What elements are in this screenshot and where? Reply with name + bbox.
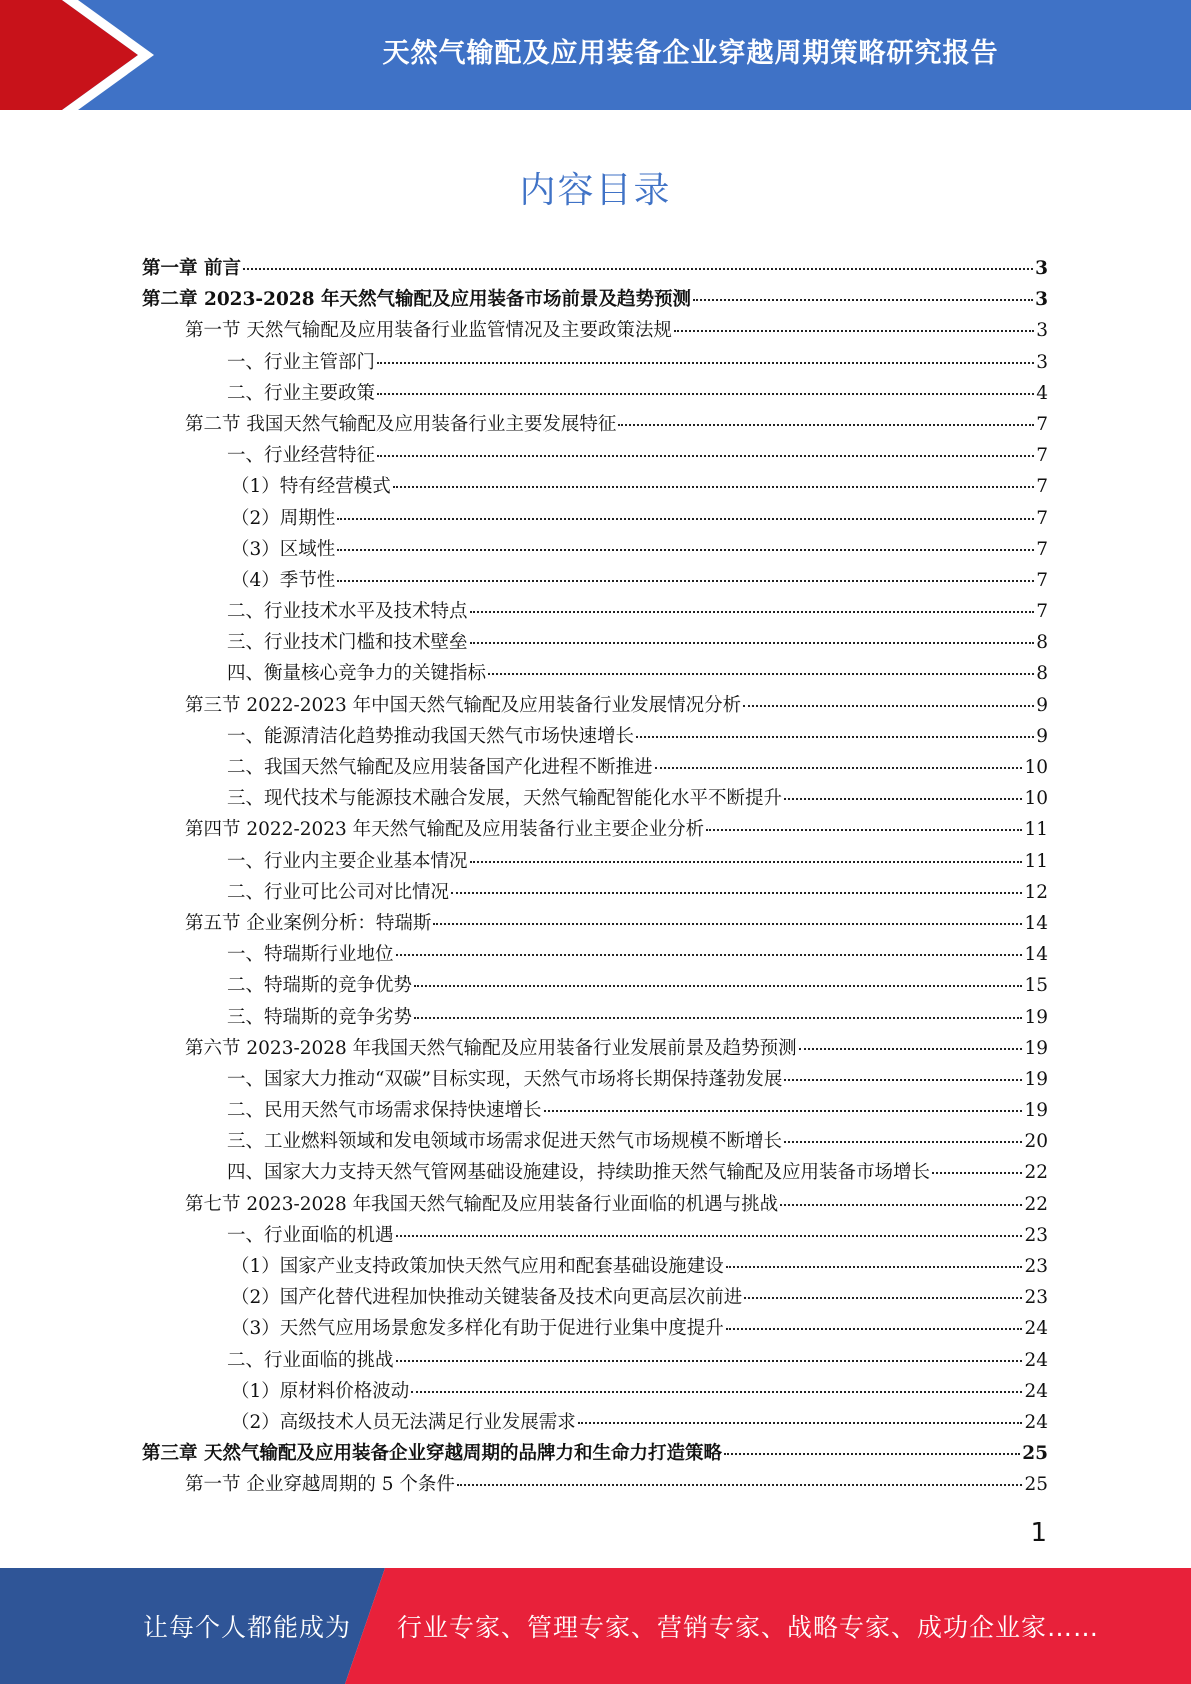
toc-entry[interactable] xyxy=(142,347,1048,378)
toc-leader-dots xyxy=(396,1235,1023,1237)
toc-entry[interactable] xyxy=(142,471,1048,502)
toc-entry[interactable] xyxy=(142,409,1048,440)
toc-entry-page: 10 xyxy=(1024,757,1048,778)
toc-entry-page: 19 xyxy=(1024,1006,1048,1028)
toc-entry-title: （3）天然气应用场景愈发多样化有助于促进行业集中度提升 xyxy=(231,1318,724,1340)
toc-entry-page: 24 xyxy=(1024,1380,1048,1402)
toc-entry[interactable] xyxy=(142,565,1048,596)
toc-entry-page: 7 xyxy=(1036,601,1048,623)
toc-entry[interactable] xyxy=(142,1438,1048,1469)
toc-leader-dots xyxy=(396,1360,1023,1362)
toc-entry-page: 12 xyxy=(1024,881,1048,903)
toc-entry[interactable] xyxy=(142,503,1048,534)
toc-leader-dots xyxy=(337,549,1034,551)
page-footer xyxy=(0,1568,1191,1684)
toc-leader-dots xyxy=(337,580,1034,582)
toc-entry-title: 第二节 我国天然气输配及应用装备行业主要发展特征 xyxy=(185,413,617,435)
toc-entry-title: 二、民用天然气市场需求保持快速增长 xyxy=(227,1100,542,1122)
toc-leader-dots xyxy=(784,798,1022,800)
toc-entry[interactable] xyxy=(142,1033,1048,1064)
toc-entry-title: 一、行业面临的机遇 xyxy=(227,1224,394,1246)
toc-entry[interactable] xyxy=(142,1313,1048,1344)
toc-entry[interactable] xyxy=(142,1189,1048,1220)
toc-entry-page: 14 xyxy=(1024,944,1048,966)
table-of-contents xyxy=(142,253,1048,1501)
toc-entry[interactable] xyxy=(142,970,1048,1001)
toc-entry-page: 4 xyxy=(1036,382,1048,404)
toc-leader-dots xyxy=(655,767,1023,769)
toc-entry-page: 20 xyxy=(1024,1131,1048,1153)
toc-entry-page: 9 xyxy=(1036,725,1048,747)
toc-leader-dots xyxy=(451,892,1022,894)
toc-entry-title: 第一节 企业穿越周期的 5 个条件 xyxy=(185,1474,455,1496)
toc-leader-dots xyxy=(724,1453,1020,1455)
toc-entry-page: 19 xyxy=(1024,1068,1048,1090)
toc-entry-title: （1）特有经营模式 xyxy=(231,476,391,498)
toc-entry-page: 19 xyxy=(1024,1100,1048,1122)
toc-entry[interactable] xyxy=(142,690,1048,721)
toc-entry-page: 19 xyxy=(1024,1037,1048,1059)
toc-entry-title: 三、现代技术与能源技术融合发展，天然气输配智能化水平不断提升 xyxy=(227,788,783,810)
toc-entry-page: 11 xyxy=(1024,850,1048,872)
toc-entry-title: （2）国产化替代进程加快推动关键装备及技术向更高层次前进 xyxy=(231,1287,743,1309)
toc-entry-page: 11 xyxy=(1024,819,1048,841)
toc-entry-page: 8 xyxy=(1036,632,1048,654)
toc-entry-page: 7 xyxy=(1036,507,1048,529)
toc-entry-title: 一、行业经营特征 xyxy=(227,445,376,467)
toc-entry[interactable] xyxy=(142,1376,1048,1407)
toc-leader-dots xyxy=(618,424,1034,426)
toc-leader-dots xyxy=(470,642,1035,644)
toc-leader-dots xyxy=(377,393,1034,395)
toc-leader-dots xyxy=(744,1297,1022,1299)
page-number: 1 xyxy=(1030,1518,1047,1548)
toc-entry[interactable] xyxy=(142,783,1048,814)
toc-entry-page: 15 xyxy=(1024,975,1048,997)
toc-entry[interactable] xyxy=(142,721,1048,752)
toc-entry-page: 22 xyxy=(1024,1193,1048,1215)
toc-entry-page: 7 xyxy=(1036,445,1048,467)
toc-entry-title: 二、行业主要政策 xyxy=(227,382,376,404)
toc-entry-page: 25 xyxy=(1024,1474,1048,1496)
toc-leader-dots xyxy=(488,673,1034,675)
toc-entry[interactable] xyxy=(142,752,1048,783)
toc-entry-page: 23 xyxy=(1024,1256,1048,1277)
toc-entry[interactable] xyxy=(142,315,1048,346)
toc-entry-title: 第二章 2023-2028 年天然气输配及应用装备市场前景及趋势预测 xyxy=(142,289,692,311)
toc-entry-page: 3 xyxy=(1035,258,1048,279)
toc-leader-dots xyxy=(784,1079,1022,1081)
toc-entry-title: 一、行业主管部门 xyxy=(227,351,376,373)
toc-entry-title: 一、国家大力推动“双碳”目标实现，天然气市场将长期保持蓬勃发展 xyxy=(227,1068,783,1090)
toc-leader-dots xyxy=(784,1141,1022,1143)
toc-entry-title: （2）周期性 xyxy=(231,507,336,529)
toc-entry-page: 8 xyxy=(1036,663,1048,685)
toc-entry-title: （3）区域性 xyxy=(231,538,336,560)
toc-entry-page: 7 xyxy=(1036,413,1048,435)
toc-leader-dots xyxy=(799,1048,1023,1050)
toc-entry-page: 9 xyxy=(1036,694,1048,716)
toc-entry[interactable] xyxy=(142,596,1048,627)
toc-leader-dots xyxy=(393,486,1034,488)
toc-entry[interactable] xyxy=(142,1002,1048,1033)
toc-entry[interactable] xyxy=(142,846,1048,877)
toc-entry[interactable] xyxy=(142,877,1048,908)
toc-leader-dots xyxy=(243,268,1033,270)
toc-entry[interactable] xyxy=(142,1251,1048,1282)
toc-entry[interactable] xyxy=(142,939,1048,970)
toc-entry-title: 第七节 2023-2028 年我国天然气输配及应用装备行业面临的机遇与挑战 xyxy=(185,1193,779,1215)
toc-leader-dots xyxy=(433,923,1022,925)
toc-entry-page: 24 xyxy=(1024,1411,1048,1433)
toc-leader-dots xyxy=(377,455,1034,457)
toc-entry-title: 四、国家大力支持天然气管网基础设施建设，持续助推天然气输配及应用装备市场增长 xyxy=(227,1162,931,1184)
toc-heading: 内容目录 xyxy=(519,170,672,211)
toc-entry[interactable] xyxy=(142,1220,1048,1251)
report-title: 天然气输配及应用装备企业穿越周期策略研究报告 xyxy=(382,37,999,69)
toc-entry[interactable] xyxy=(142,1407,1048,1438)
toc-entry-title: 一、行业内主要企业基本情况 xyxy=(227,850,468,872)
toc-entry-title: 三、工业燃料领域和发电领域市场需求促进天然气市场规模不断增长 xyxy=(227,1131,783,1153)
toc-entry-title: 第一章 前言 xyxy=(142,258,241,279)
toc-leader-dots xyxy=(457,1484,1023,1486)
toc-entry-title: （2）高级技术人员无法满足行业发展需求 xyxy=(231,1411,576,1433)
toc-entry-page: 14 xyxy=(1024,912,1048,934)
toc-entry-title: 第五节 企业案例分析：特瑞斯 xyxy=(185,912,432,934)
toc-entry-page: 3 xyxy=(1035,289,1048,311)
toc-leader-dots xyxy=(578,1422,1023,1424)
toc-leader-dots xyxy=(414,1017,1022,1019)
toc-entry-page: 3 xyxy=(1036,320,1048,342)
toc-entry-title: 二、行业面临的挑战 xyxy=(227,1349,394,1371)
toc-entry-title: 第四节 2022-2023 年天然气输配及应用装备行业主要企业分析 xyxy=(185,819,705,841)
toc-entry-title: 一、特瑞斯行业地位 xyxy=(227,944,394,966)
report-header xyxy=(0,0,1191,110)
toc-entry[interactable] xyxy=(142,908,1048,939)
toc-entry[interactable] xyxy=(142,1157,1048,1188)
toc-entry-page: 7 xyxy=(1036,476,1048,498)
toc-entry-title: 第三节 2022-2023 年中国天然气输配及应用装备行业发展情况分析 xyxy=(185,694,742,716)
toc-entry[interactable] xyxy=(142,1469,1048,1500)
toc-entry-title: 二、行业可比公司对比情况 xyxy=(227,881,450,903)
toc-entry-page: 25 xyxy=(1022,1443,1048,1465)
toc-entry-page: 7 xyxy=(1036,569,1048,591)
toc-entry[interactable] xyxy=(142,658,1048,689)
toc-leader-dots xyxy=(337,518,1034,520)
toc-leader-dots xyxy=(377,362,1034,364)
toc-leader-dots xyxy=(726,1328,1023,1330)
toc-entry[interactable] xyxy=(142,378,1048,409)
toc-entry[interactable] xyxy=(142,1126,1048,1157)
toc-entry[interactable] xyxy=(142,627,1048,658)
toc-entry-page: 24 xyxy=(1024,1318,1048,1340)
toc-leader-dots xyxy=(411,1391,1022,1393)
toc-entry-title: 第三章 天然气输配及应用装备企业穿越周期的品牌力和生命力打造策略 xyxy=(142,1443,722,1465)
toc-leader-dots xyxy=(470,861,1023,863)
toc-entry-title: 一、能源清洁化趋势推动我国天然气市场快速增长 xyxy=(227,725,635,747)
toc-entry-title: 二、行业技术水平及技术特点 xyxy=(227,601,468,623)
toc-leader-dots xyxy=(693,299,1033,301)
toc-entry-title: 二、特瑞斯的竞争优势 xyxy=(227,975,413,997)
toc-leader-dots xyxy=(780,1204,1022,1206)
toc-leader-dots xyxy=(396,954,1023,956)
toc-entry-title: （4）季节性 xyxy=(231,569,336,591)
toc-entry-page: 22 xyxy=(1024,1162,1048,1184)
toc-entry-page: 10 xyxy=(1024,788,1048,810)
toc-entry-page: 7 xyxy=(1036,538,1048,560)
toc-entry-title: 四、衡量核心竞争力的关键指标 xyxy=(227,663,487,685)
toc-entry-page: 3 xyxy=(1036,351,1048,373)
toc-entry[interactable] xyxy=(142,253,1048,284)
toc-leader-dots xyxy=(743,705,1034,707)
toc-entry-title: 二、我国天然气输配及应用装备国产化进程不断推进 xyxy=(227,757,653,778)
toc-entry[interactable] xyxy=(142,534,1048,565)
toc-entry[interactable] xyxy=(142,284,1048,315)
toc-entry[interactable] xyxy=(142,440,1048,471)
toc-entry-title: 三、特瑞斯的竞争劣势 xyxy=(227,1006,413,1028)
footer-slogan-left: 让每个人都能成为 xyxy=(143,1613,352,1642)
toc-leader-dots xyxy=(414,985,1022,987)
footer-slogan-right: 行业专家、管理专家、营销专家、战略专家、成功企业家…… xyxy=(397,1613,1100,1642)
header-arrow-graphic xyxy=(0,0,260,110)
toc-leader-dots xyxy=(706,829,1022,831)
toc-leader-dots xyxy=(726,1266,1023,1268)
toc-entry-title: （1）国家产业支持政策加快天然气应用和配套基础设施建设 xyxy=(231,1256,724,1277)
toc-entry-title: 三、行业技术门槛和技术壁垒 xyxy=(227,632,468,654)
toc-entry-title: 第六节 2023-2028 年我国天然气输配及应用装备行业发展前景及趋势预测 xyxy=(185,1037,797,1059)
toc-leader-dots xyxy=(544,1110,1023,1112)
toc-leader-dots xyxy=(674,330,1034,332)
toc-leader-dots xyxy=(932,1172,1022,1174)
toc-entry-page: 23 xyxy=(1024,1287,1048,1309)
toc-leader-dots xyxy=(470,611,1035,613)
toc-entry-page: 24 xyxy=(1024,1349,1048,1371)
toc-entry[interactable] xyxy=(142,814,1048,845)
toc-entry-page: 23 xyxy=(1024,1224,1048,1246)
toc-entry-title: 第一节 天然气输配及应用装备行业监管情况及主要政策法规 xyxy=(185,320,672,342)
toc-entry-title: （1）原材料价格波动 xyxy=(231,1380,410,1402)
toc-entry[interactable] xyxy=(142,1064,1048,1095)
toc-entry[interactable] xyxy=(142,1345,1048,1376)
toc-leader-dots xyxy=(636,736,1034,738)
toc-entry[interactable] xyxy=(142,1282,1048,1313)
toc-entry[interactable] xyxy=(142,1095,1048,1126)
